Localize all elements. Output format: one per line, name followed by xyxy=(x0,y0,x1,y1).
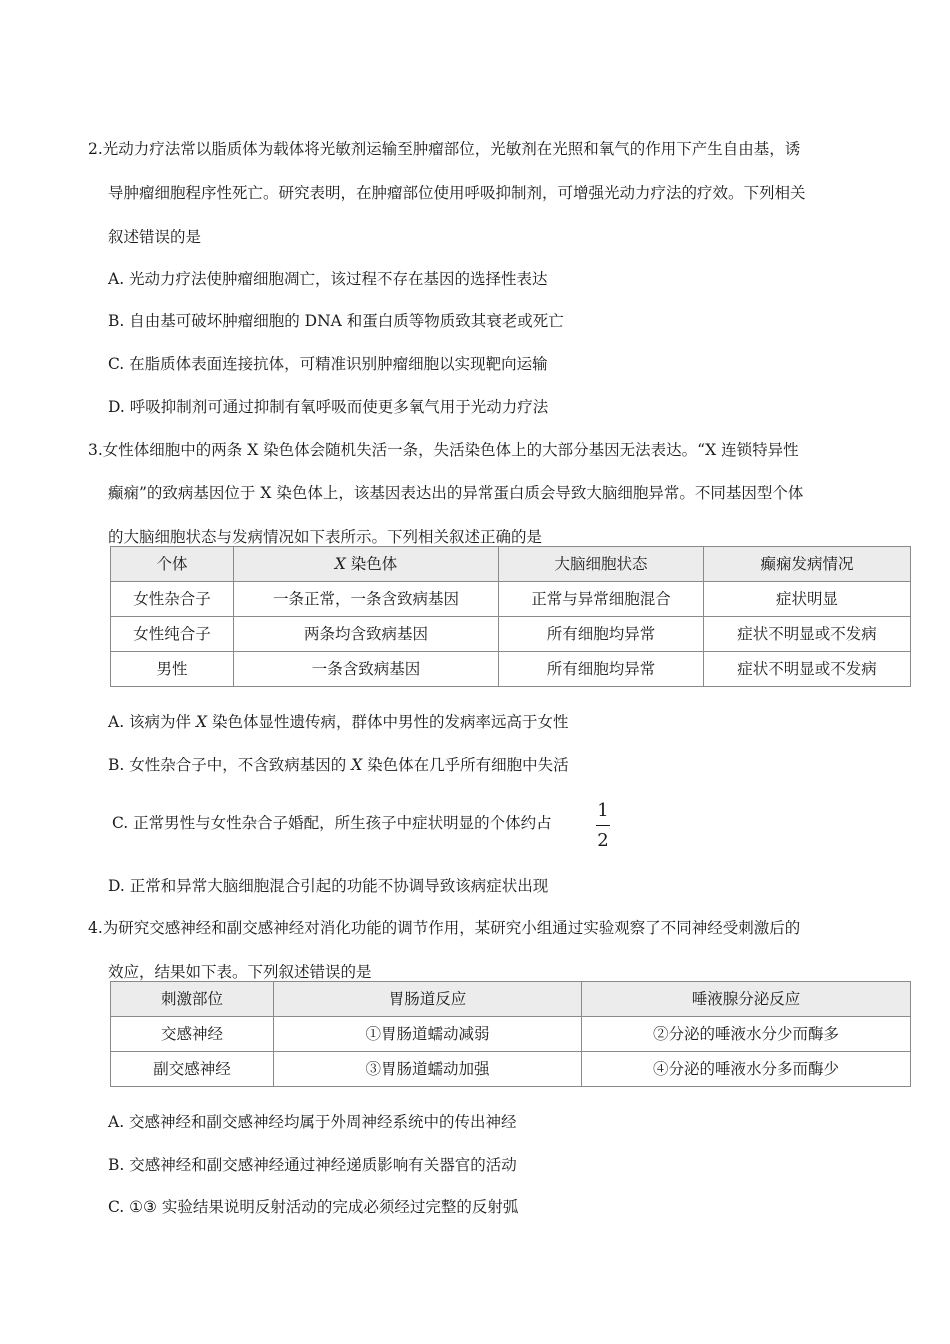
table-header-row xyxy=(111,547,911,582)
option-text: B. 女性杂合子中，不含致病基因的 xyxy=(108,756,352,774)
table-cell: ④分泌的唾液水分多而酶少 xyxy=(582,1052,911,1087)
header-cell-brain-state: 大脑细胞状态 xyxy=(499,547,704,582)
fraction-denominator: 2 xyxy=(597,830,609,851)
option-text: A. 该病为伴 xyxy=(108,713,196,731)
q3-option-b xyxy=(108,755,569,775)
table-cell: 女性杂合子 xyxy=(111,582,234,617)
table-cell: 所有细胞均异常 xyxy=(499,652,704,687)
table-cell: 女性纯合子 xyxy=(111,617,234,652)
table-cell: 症状不明显或不发病 xyxy=(704,652,911,687)
q3-genotype-table xyxy=(110,546,911,687)
fraction-one-half xyxy=(596,800,610,852)
table-row xyxy=(111,1017,911,1052)
q3-stem-line-2: 癫痫”的致病基因位于 X 染色体上，该基因表达出的异常蛋白质会导致大脑细胞异常。不同基因型个体 xyxy=(108,484,804,502)
q4-option-b: B. 交感神经和副交感神经通过神经递质影响有关器官的活动 xyxy=(108,1156,517,1174)
q3-stem-line-1: 3.女性体细胞中的两条 X 染色体会随机失活一条，失活染色体上的大部分基因无法表达。“X 连锁特异性 xyxy=(88,441,799,459)
header-cell-epilepsy: 癫痫发病情况 xyxy=(704,547,911,582)
q2-stem-line-2: 导肿瘤细胞程序性死亡。研究表明，在肿瘤部位使用呼吸抑制剂，可增强光动力疗法的疗效。下列相关 xyxy=(108,184,806,202)
table-row xyxy=(111,652,911,687)
table-cell: ①胃肠道蠕动减弱 xyxy=(274,1017,582,1052)
header-cell-gi-response: 胃肠道反应 xyxy=(274,982,582,1017)
fraction-bar xyxy=(596,825,610,826)
q4-nerve-table xyxy=(110,981,911,1087)
table-cell: 症状明显 xyxy=(704,582,911,617)
option-text: 染色体显性遗传病，群体中男性的发病率远高于女性 xyxy=(207,713,569,731)
table-header-row xyxy=(111,982,911,1017)
x-symbol: X xyxy=(195,713,208,731)
q4-option-c: C. ①③ 实验结果说明反射活动的完成必须经过完整的反射弧 xyxy=(108,1198,519,1216)
option-text: 染色体在几乎所有细胞中失活 xyxy=(362,756,569,774)
q3-option-c: C. 正常男性与女性杂合子婚配，所生孩子中症状明显的个体约占 xyxy=(112,814,552,832)
q2-option-c: C. 在脂质体表面连接抗体，可精准识别肿瘤细胞以实现靶向运输 xyxy=(108,355,548,373)
q2-stem-line-3: 叙述错误的是 xyxy=(108,228,202,246)
table-cell: 副交感神经 xyxy=(111,1052,274,1087)
table-cell: ②分泌的唾液水分少而酶多 xyxy=(582,1017,911,1052)
q3-option-a xyxy=(108,712,568,732)
fraction-numerator: 1 xyxy=(597,800,609,821)
q4-option-a: A. 交感神经和副交感神经均属于外周神经系统中的传出神经 xyxy=(108,1113,517,1131)
table-cell: 一条含致病基因 xyxy=(234,652,499,687)
table-cell: 症状不明显或不发病 xyxy=(704,617,911,652)
table-cell: 男性 xyxy=(111,652,234,687)
table-row xyxy=(111,617,911,652)
table-cell: ③胃肠道蠕动加强 xyxy=(274,1052,582,1087)
q3-stem-line-3: 的大脑细胞状态与发病情况如下表所示。下列相关叙述正确的是 xyxy=(108,528,543,546)
x-symbol: X xyxy=(334,555,346,573)
q2-option-b: B. 自由基可破坏肿瘤细胞的 DNA 和蛋白质等物质致其衰老或死亡 xyxy=(108,312,564,330)
header-cell-label: 染色体 xyxy=(350,555,398,573)
header-cell-saliva-response: 唾液腺分泌反应 xyxy=(582,982,911,1017)
header-cell-x-chromosome xyxy=(234,547,499,582)
q3-option-d: D. 正常和异常大脑细胞混合引起的功能不协调导致该病症状出现 xyxy=(108,877,549,895)
q2-option-a: A. 光动力疗法使肿瘤细胞凋亡，该过程不存在基因的选择性表达 xyxy=(108,270,548,288)
table-cell: 两条均含致病基因 xyxy=(234,617,499,652)
x-symbol: X xyxy=(351,756,363,774)
q4-stem-line-2: 效应，结果如下表。下列叙述错误的是 xyxy=(108,963,372,981)
q4-stem-line-1: 4.为研究交感神经和副交感神经对消化功能的调节作用，某研究小组通过实验观察了不同神经受刺激后的 xyxy=(88,919,801,937)
table-cell: 交感神经 xyxy=(111,1017,274,1052)
header-cell-stimulus-site: 刺激部位 xyxy=(111,982,274,1017)
table-row xyxy=(111,1052,911,1087)
table-cell: 所有细胞均异常 xyxy=(499,617,704,652)
q2-stem-line-1: 2.光动力疗法常以脂质体为载体将光敏剂运输至肿瘤部位，光敏剂在光照和氧气的作用下产生自由基，诱 xyxy=(88,140,801,158)
table-row xyxy=(111,582,911,617)
table-cell: 一条正常，一条含致病基因 xyxy=(234,582,499,617)
q2-option-d: D. 呼吸抑制剂可通过抑制有氧呼吸而使更多氧气用于光动力疗法 xyxy=(108,398,549,416)
header-cell-individual: 个体 xyxy=(111,547,234,582)
table-cell: 正常与异常细胞混合 xyxy=(499,582,704,617)
